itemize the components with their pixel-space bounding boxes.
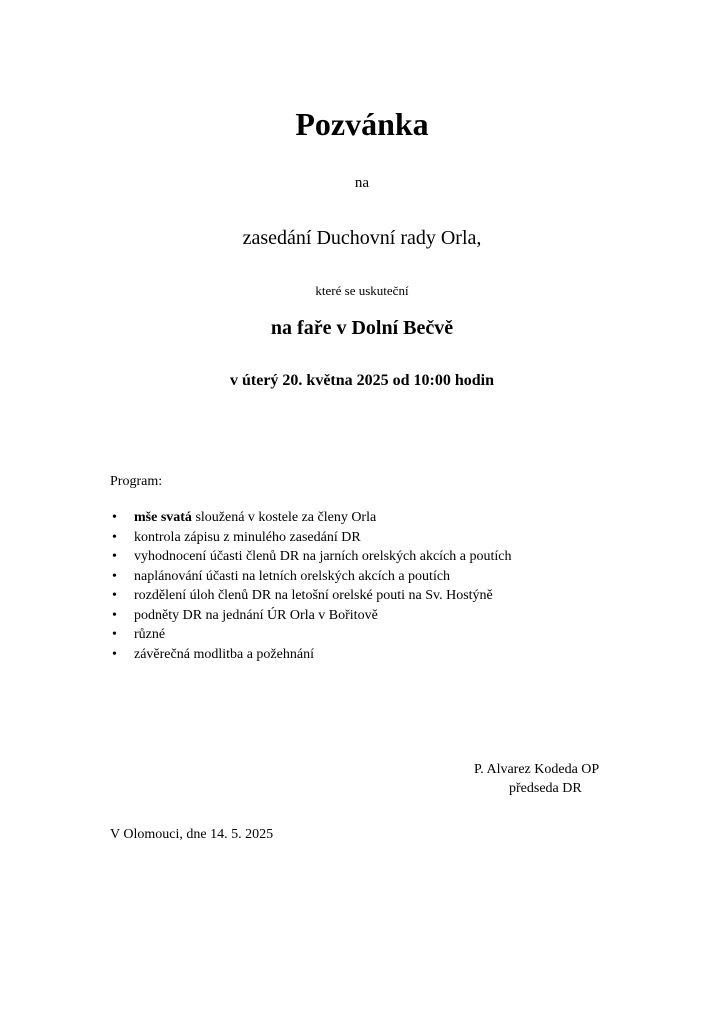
bullet-icon: • — [112, 549, 117, 564]
bullet-icon: • — [112, 588, 117, 603]
bullet-icon: • — [112, 646, 117, 662]
meeting-place: na faře v Dolní Bečvě — [270, 317, 454, 339]
signature-block — [474, 760, 599, 798]
meeting-name: zasedání Duchovní rady Orla, — [242, 227, 482, 249]
program-label: Program: — [110, 474, 163, 489]
signatory-role: předseda DR — [509, 781, 582, 796]
program-item-text: kontrola zápisu z minulého zasedání DR — [134, 529, 361, 545]
invitation-title: Pozvánka — [295, 106, 429, 142]
program-item-text: podněty DR na jednání ÚR Orla v Bořitově — [134, 607, 378, 623]
program-item-text: závěrečná modlitba a požehnání — [134, 646, 314, 662]
bullet-icon: • — [112, 568, 117, 584]
signatory-name: P. Alvarez Kodeda OP — [474, 762, 600, 777]
program-item-text: rozdělení úloh členů DR na letošní orelské pouti na Sv. Hostýně — [134, 588, 493, 603]
bullet-icon: • — [112, 607, 117, 623]
program-item-rest: sloužená v kostele za členy Orla — [191, 510, 377, 525]
meeting-datetime: v úterý 20. května 2025 od 10:00 hodin — [229, 372, 495, 389]
program-item-text — [134, 508, 376, 528]
which-will-take-place: které se uskuteční — [315, 283, 409, 298]
bullet-icon: • — [112, 510, 117, 525]
bullet-icon: • — [112, 627, 117, 642]
place-and-date: V Olomouci, dne 14. 5. 2025 — [110, 827, 274, 842]
program-item-text: vyhodnocení účasti členů DR na jarních orelských akcích a poutích — [134, 549, 512, 564]
program-item-text: naplánování účasti na letních orelských akcích a poutích — [134, 568, 451, 584]
program-item-bold: mše svatá — [134, 510, 192, 525]
program-item-text: různé — [134, 627, 166, 642]
subtitle-na: na — [354, 175, 370, 191]
bullet-icon: • — [112, 529, 117, 545]
